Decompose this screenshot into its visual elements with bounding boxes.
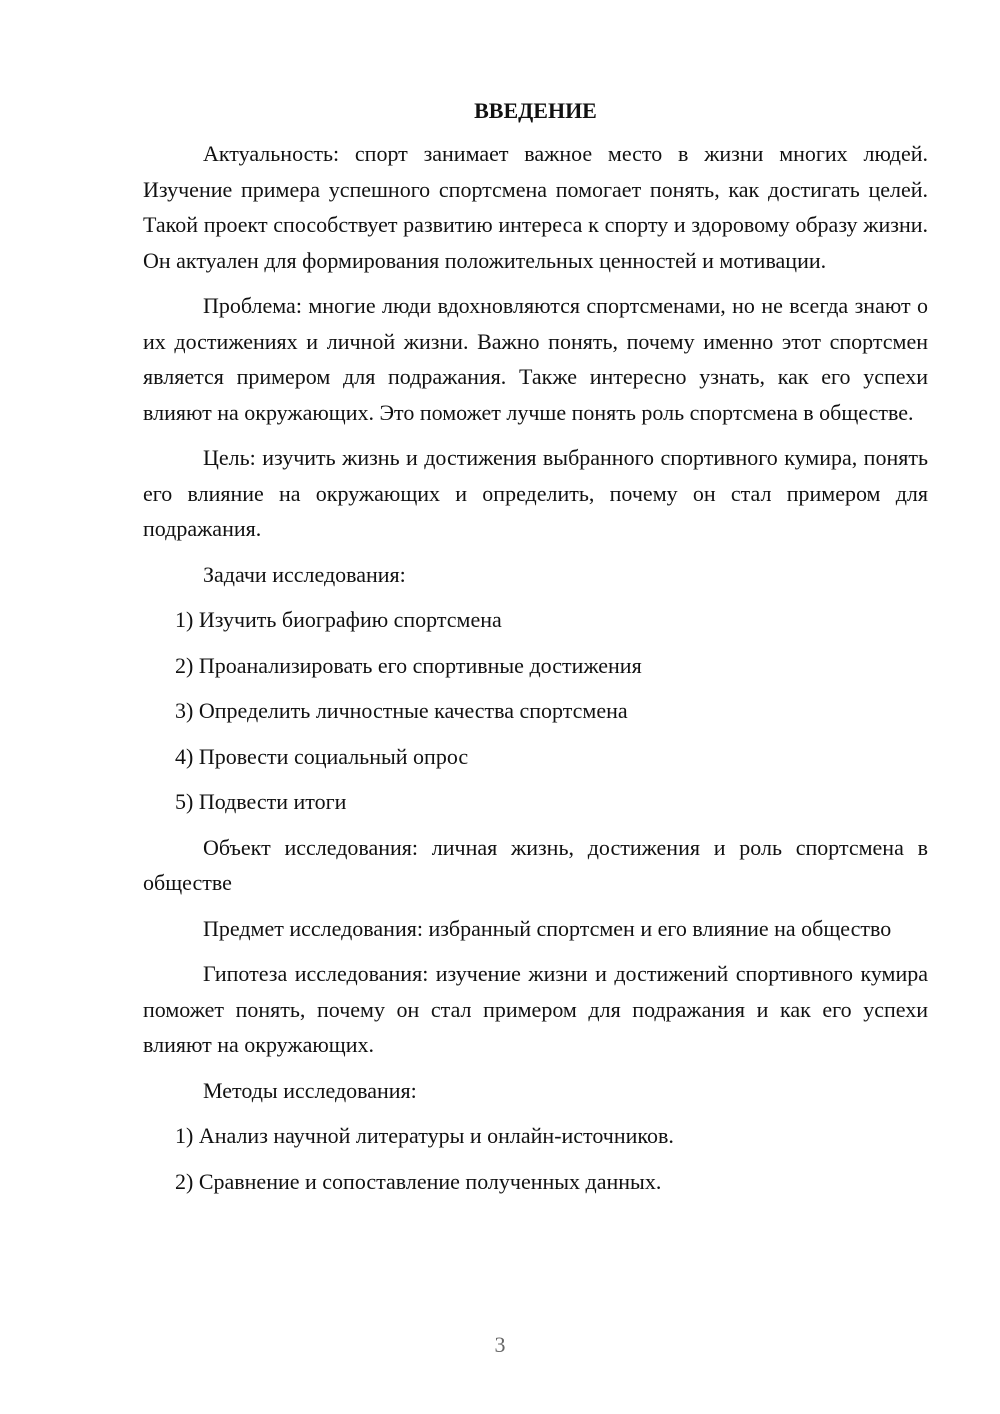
- tasks-list: [143, 602, 928, 820]
- subject-paragraph: Предмет исследования: избранный спортсмен и его влияние на общество: [203, 915, 892, 941]
- problem-paragraph: Проблема: многие люди вдохновляются спортсменами, но не всегда знают о их достижениях и личной жизни. Важно понять, почему именно этот спортсмен является примером для подражания. Также интересно узнать, как его успехи влияют на окружающих. Это поможет лучше понять роль спортсмена в обществе.: [143, 293, 928, 425]
- list-item: 5) Подвести итоги: [175, 789, 347, 814]
- hypothesis-paragraph: Гипотеза исследования: изучение жизни и достижений спортивного кумира поможет понять, почему он стал примером для подражания и как его успехи влияют на окружающих.: [143, 961, 928, 1057]
- list-item: 3) Определить личностные качества спортсмена: [175, 698, 628, 723]
- page-title: ВВЕДЕНИЕ: [474, 98, 597, 123]
- tasks-label: Задачи исследования:: [203, 561, 406, 587]
- list-item: 1) Анализ научной литературы и онлайн-источников.: [175, 1123, 674, 1148]
- list-item: 1) Изучить биографию спортсмена: [175, 607, 502, 632]
- list-item: 4) Провести социальный опрос: [175, 743, 469, 769]
- relevance-paragraph: Актуальность: спорт занимает важное место в жизни многих людей. Изучение примера успешного спортсмена помогает понять, как достигать целей. Такой проект способствует развитию интереса к спорту и здоровому образу жизни. Он актуален для формирования положительных ценностей и мотивации.: [143, 141, 928, 273]
- document-page: [143, 96, 928, 1209]
- methods-list: [143, 1118, 928, 1199]
- page-number: 3: [494, 1332, 506, 1357]
- object-paragraph: Объект исследования: личная жизнь, достижения и роль спортсмена в обществе: [143, 834, 928, 895]
- goal-paragraph: Цель: изучить жизнь и достижения выбранного спортивного кумира, понять его влияние на окружающих и определить, почему он стал примером для подражания.: [143, 445, 928, 541]
- list-item: 2) Сравнение и сопоставление полученных данных.: [175, 1168, 662, 1194]
- methods-label: Методы исследования:: [203, 1077, 417, 1103]
- list-item: 2) Проанализировать его спортивные достижения: [175, 652, 642, 678]
